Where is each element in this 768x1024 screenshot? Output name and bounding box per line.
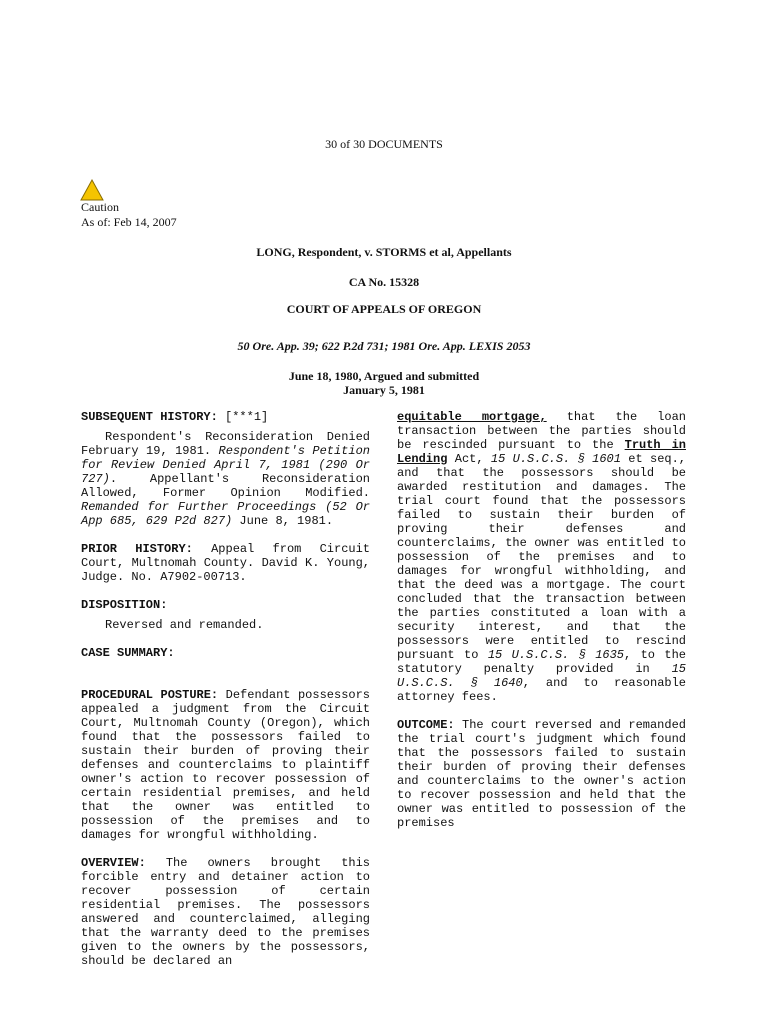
- prior-history: [81, 542, 370, 584]
- overview-part: , and to reasonable attorney fees.: [397, 676, 686, 704]
- overview-part: , to the statutory penalty provided in: [397, 648, 687, 676]
- procedural-posture: [81, 688, 370, 842]
- disposition-label: [81, 598, 370, 612]
- overview-part: Act,: [447, 452, 491, 466]
- remand-citation: Remanded for Further Proceedings (52 Or App 685, 629 P2d 827): [81, 500, 370, 528]
- overview-text: The owners brought this forcible entry and detainer action to recover possession of certain residential premises. The possessors answered and counterclaimed, alleging that the warranty deed to the premises given to the owners by the possessors, should be declared an: [81, 856, 370, 968]
- outcome: [397, 718, 686, 830]
- case-number: CA No. 15328: [348, 275, 420, 289]
- subsequent-history-part: Respondent's Reconsideration Denied February 19, 1981.: [81, 430, 370, 458]
- document-counter: 30 of 30 DOCUMENTS: [325, 137, 443, 151]
- court-name: COURT OF APPEALS OF OREGON: [286, 302, 482, 316]
- case-dates: [0, 369, 768, 397]
- left-column: [81, 410, 370, 982]
- procedural-posture-label: PROCEDURAL POSTURE:: [81, 688, 219, 702]
- right-column: [397, 410, 686, 844]
- decided-date: January 5, 1981: [343, 383, 425, 397]
- caution-label: Caution: [81, 200, 119, 214]
- subsequent-history-heading: [81, 410, 370, 424]
- case-summary-label: CASE SUMMARY:: [81, 646, 175, 660]
- case-title: LONG, Respondent, v. STORMS et al, Appellants: [256, 245, 512, 259]
- prior-history-text: Appeal from Circuit Court, Multnomah County. David K. Young, Judge. No. A7902-00713.: [81, 542, 371, 584]
- overview-start: [81, 856, 370, 968]
- case-summary-heading: [81, 646, 370, 660]
- subsequent-history-part: . Appellant's Reconsideration Allowed, Former Opinion Modified.: [81, 472, 370, 500]
- disposition-heading: DISPOSITION:: [81, 598, 168, 612]
- as-of-date: As of: Feb 14, 2007: [81, 215, 177, 229]
- overview-part: that the loan transaction between the parties should be rescinded pursuant to the: [397, 410, 686, 452]
- overview-label: OVERVIEW:: [81, 856, 146, 870]
- petition-review-citation: Respondent's Petition for Review Denied April 7, 1981 (290 Or 727): [81, 444, 370, 486]
- subsequent-history-part: June 8, 1981.: [232, 514, 334, 528]
- outcome-label: OUTCOME:: [397, 718, 455, 732]
- equitable-mortgage-term: equitable mortgage,: [397, 410, 547, 424]
- overview-continued: [397, 410, 686, 704]
- argued-date: June 18, 1980, Argued and submitted: [288, 369, 480, 383]
- statute-citation: 15 U.S.C.S. § 1640: [397, 662, 686, 690]
- subsequent-history-label: SUBSEQUENT HISTORY:: [81, 410, 218, 424]
- overview-part: et seq., and that the possessors should be awarded restitution and damages. The trial court found that the possessors failed to sustain their burden of proving their defenses and counterclaims, the owner was entitled to possession of the premises and to damages for wrongful withholding, and that the deed was a mortgage. The court concluded that the transaction between the parties constituted a loan with a security interest, and that the possessors were entitled to rescind pursuant to: [397, 452, 687, 662]
- statute-citation: 15 U.S.C.S. § 1601: [490, 452, 621, 466]
- truth-in-lending-term: Truth in Lending: [397, 438, 686, 466]
- procedural-posture-text: Defendant possessors appealed a judgment from the Circuit Court, Multnomah County (Oregon), which found that the possessors failed to sustain their burden of proving their defenses and counterclaims to plaintiff owner's action to recover possession of certain residential premises, and held that the owner was entitled to possession of the premises and to damages for wrongful withholding.: [81, 688, 370, 842]
- statute-citation: 15 U.S.C.S. § 1635: [487, 648, 625, 662]
- outcome-text: The court reversed and remanded the trial court's judgment which found that the possessors failed to sustain their burden of proving their defenses and counterclaims to the owner's action to recover possession and held that the owner was entitled to possession of the premises: [397, 718, 686, 830]
- case-citation: 50 Ore. App. 39; 622 P.2d 731; 1981 Ore. App. LEXIS 2053: [237, 339, 531, 353]
- caution-icon: [80, 179, 104, 201]
- page-reference: [***1]: [225, 410, 269, 424]
- subsequent-history-text: [81, 430, 370, 528]
- disposition-text: Reversed and remanded.: [105, 618, 264, 632]
- prior-history-label: PRIOR HISTORY:: [81, 542, 193, 556]
